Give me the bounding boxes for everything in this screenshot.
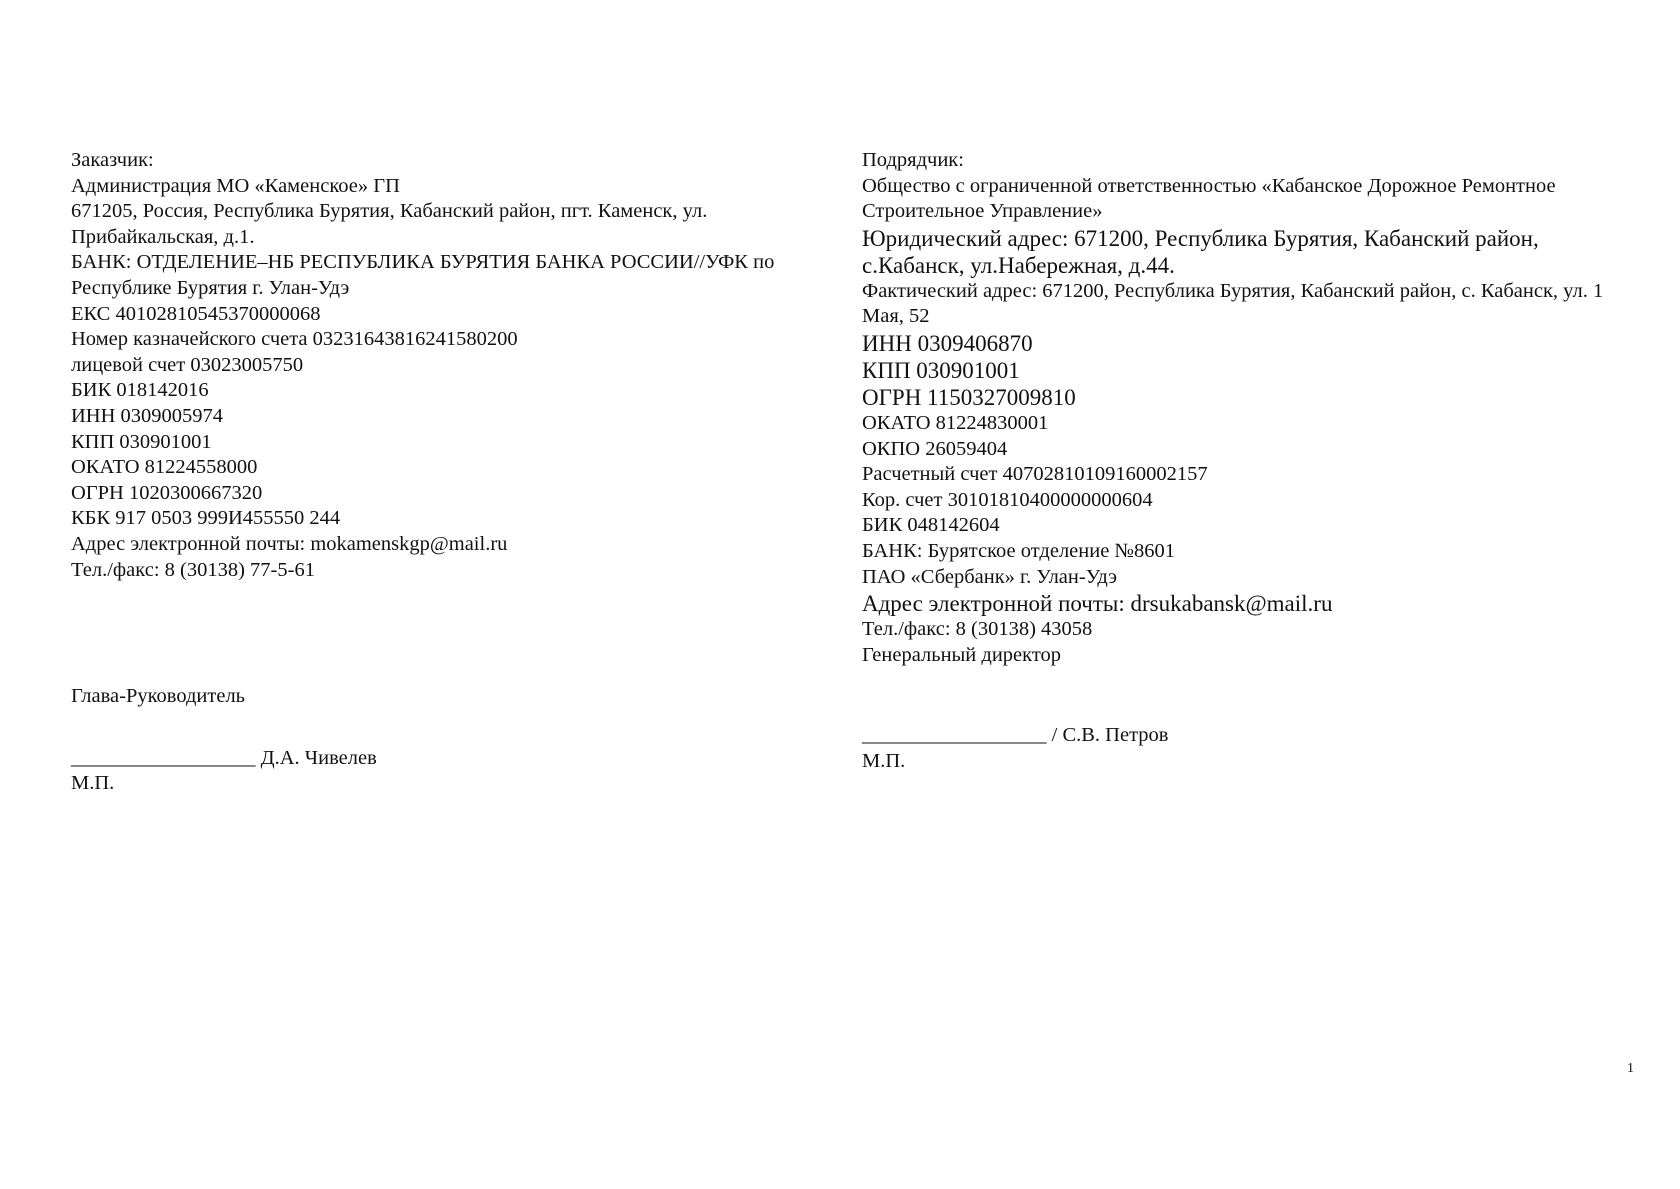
customer-signature-block [71,684,377,797]
customer-bank: БАНК: ОТДЕЛЕНИЕ–НБ РЕСПУБЛИКА БУРЯТИЯ БАНКА РОССИИ//УФК по Республике Бурятия г. Улан-Удэ [71,251,775,299]
customer-okato: ОКАТО 81224558000 [71,456,258,479]
customer-phone: Тел./факс: 8 (30138) 77-5-61 [71,558,315,581]
contractor-legal-address: Юридический адрес: 671200, Республика Бурятия, Кабанский район, с.Кабанск, ул.Набережная, д.44. [862,225,1539,278]
customer-details [71,148,851,583]
customer-bik: БИК 018142016 [71,379,209,402]
contractor-bank: БАНК: Бурятское отделение №8601 [862,539,1175,562]
contractor-settlement-account: Расчетный счет 40702810109160002157 [862,463,1208,486]
contractor-ogrn: ОГРН 1150327009810 [862,384,1076,410]
contractor-bank-name: ПАО «Сбербанк» г. Улан-Удэ [862,565,1118,588]
contractor-stamp: М.П. [862,749,906,772]
page-number: 1 [1627,1061,1634,1076]
customer-address: 671205, Россия, Республика Бурятия, Кабанский район, пгт. Каменск, ул. Прибайкальская, д.1. [71,200,708,248]
contractor-okato: ОКАТО 81224830001 [862,411,1049,434]
contractor-signature-line: __________________ / С.В. Петров [862,724,1169,746]
contractor-actual-address: Фактический адрес: 671200, Республика Бурятия, Кабанский район, с. Кабанск, ул. 1 Мая, 52 [862,279,1604,328]
contractor-bik: БИК 048142604 [862,514,1000,537]
contractor-email: Адрес электронной почты: drsukabansk@mail.ru [862,591,1333,617]
contractor-position: Генеральный директор [862,643,1062,666]
customer-kpp: КПП 030901001 [71,430,212,453]
contractor-kpp: КПП 030901001 [862,357,1020,383]
customer-eks: ЕКС 40102810545370000068 [71,302,321,325]
customer-position: Глава-Руководитель [71,685,246,707]
contractor-details [862,148,1642,668]
contractor-heading: Подрядчик: [862,149,964,171]
customer-stamp: М.П. [71,772,115,795]
customer-inn: ИНН 0309005974 [71,404,224,427]
contractor-signature-block [862,723,1168,774]
customer-signature-line: __________________ Д.А. Чивелев [71,746,377,769]
customer-ogrn: ОГРН 1020300667320 [71,481,263,504]
customer-heading: Заказчик: [71,149,154,171]
customer-personal-account: лицевой счет 03023005750 [71,353,304,376]
customer-org-name: Администрация МО «Каменское» ГП [71,174,400,197]
contractor-corr-account: Кор. счет 30101810400000000604 [862,488,1153,511]
customer-treasury-account: Номер казначейского счета 03231643816241580200 [71,328,518,351]
contractor-org-name: Общество с ограниченной ответственностью «Кабанское Дорожное Ремонтное Строительное Управление» [862,174,1556,223]
customer-email: Адрес электронной почты: mokamenskgp@mail.ru [71,532,508,555]
contractor-inn: ИНН 0309406870 [862,330,1033,356]
contractor-okpo: ОКПО 26059404 [862,437,1008,460]
contractor-phone: Тел./факс: 8 (30138) 43058 [862,618,1093,641]
customer-kbk: КБК 917 0503 999И455550 244 [71,507,341,530]
